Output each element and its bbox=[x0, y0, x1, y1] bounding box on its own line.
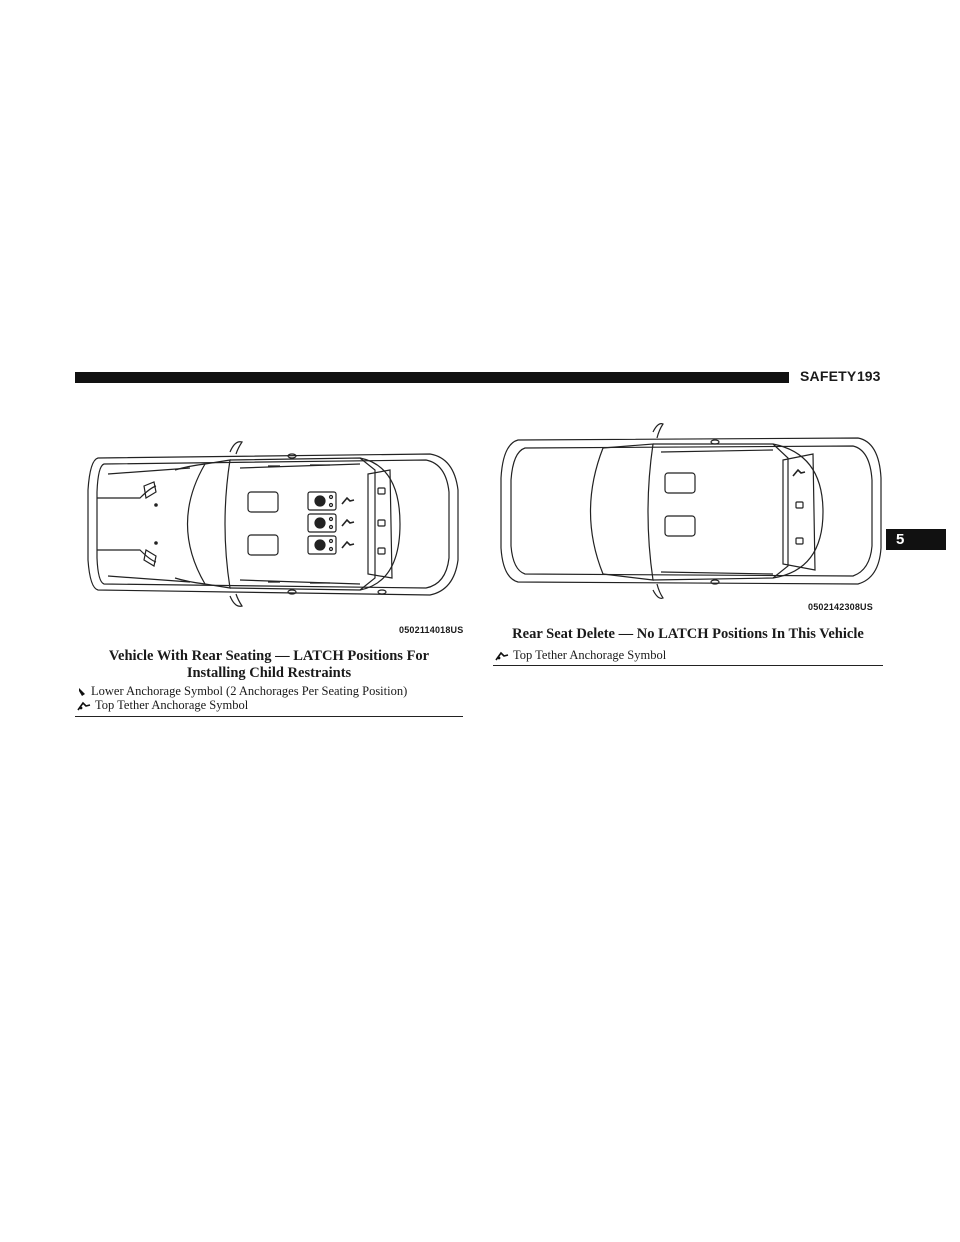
caption-line: Vehicle With Rear Seating — LATCH Positions For bbox=[108, 648, 430, 664]
legend-text: Lower Anchorage Symbol (2 Anchorages Per Seating Position) bbox=[91, 684, 408, 698]
section-title: SAFETY bbox=[800, 368, 857, 384]
page-number: 193 bbox=[857, 368, 881, 384]
legend-text: Top Tether Anchorage Symbol bbox=[95, 698, 249, 712]
chapter-tab[interactable]: 5 bbox=[886, 529, 946, 550]
vehicle-rear-seat-delete-illustration bbox=[493, 418, 888, 603]
lower-anchorage-icon bbox=[77, 687, 87, 697]
top-tether-icon bbox=[77, 701, 91, 711]
caption-line: Installing Child Restraints bbox=[186, 665, 352, 681]
divider bbox=[75, 716, 463, 717]
vehicle-rear-seating-illustration bbox=[70, 430, 470, 615]
figure-caption: Rear Seat Delete — No LATCH Positions In This Vehicle bbox=[512, 626, 864, 642]
divider bbox=[493, 665, 883, 666]
top-tether-icon bbox=[495, 651, 509, 661]
legend-text: Top Tether Anchorage Symbol bbox=[513, 648, 667, 662]
legend-item bbox=[77, 684, 407, 699]
figure-code: 0502114018US bbox=[399, 625, 464, 635]
figure-code: 0502142308US bbox=[808, 602, 873, 612]
legend-item bbox=[77, 698, 248, 713]
figure-caption bbox=[75, 648, 463, 682]
header-rule bbox=[75, 372, 789, 383]
legend-item bbox=[495, 648, 666, 663]
